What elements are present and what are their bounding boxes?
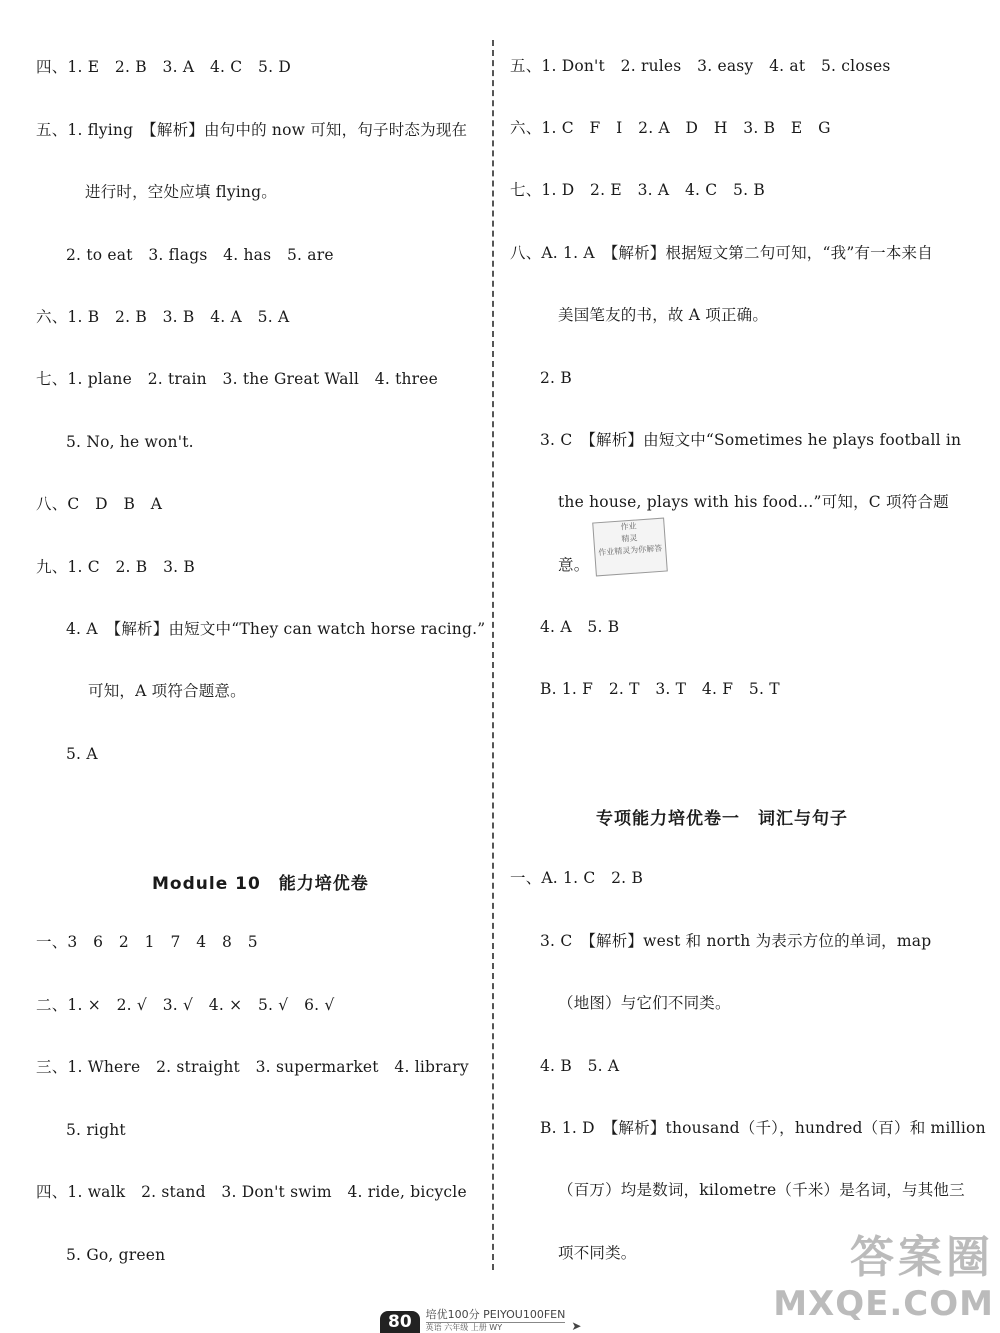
- answer-line: 5. right: [66, 1121, 126, 1139]
- answer-line: 五、1. flying 【解析】由句中的 now 可知，句子时态为现在: [36, 121, 468, 139]
- answer-line: 意。: [558, 556, 590, 574]
- answer-line: 5. No, he won't.: [66, 433, 194, 451]
- answer-line: 4. A 5. B: [540, 618, 620, 636]
- answer-line: 可知，A 项符合题意。: [88, 682, 246, 700]
- brand-label: 培优100分 PEIYOU100FEN: [425, 1308, 566, 1321]
- answer-line: （百万）均是数词，kilometre（千米）是名词，与其他三: [558, 1181, 965, 1199]
- footer-subtitle: 英语 六年级 上册 WY: [425, 1323, 503, 1332]
- watermark-url: MXQE.COM: [773, 1284, 994, 1324]
- column-divider: [492, 40, 494, 1270]
- answer-line: B. 1. F 2. T 3. T 4. F 5. T: [540, 680, 780, 698]
- answer-line: 3. C 【解析】west 和 north 为表示方位的单词，map: [540, 932, 932, 950]
- answer-line: 七、1. D 2. E 3. A 4. C 5. B: [510, 181, 765, 199]
- answer-line: 一、A. 1. C 2. B: [510, 869, 644, 887]
- answer-line: 八、C D B A: [36, 495, 163, 513]
- page-number: 80: [380, 1311, 420, 1333]
- arrow-icon: ➤: [571, 1319, 582, 1333]
- answer-line: 3. C 【解析】由短文中“Sometimes he plays football in: [540, 431, 962, 449]
- section-title-module10: Module 10 能力培优卷: [152, 874, 369, 894]
- answer-line: 八、A. 1. A 【解析】根据短文第二句可知，“我”有一本来自: [510, 244, 933, 262]
- answer-line: 四、1. walk 2. stand 3. Don't swim 4. ride, bicycle: [36, 1183, 467, 1201]
- watermark-logo-text: 答案圈: [850, 1232, 994, 1283]
- answer-line: 二、1. × 2. √ 3. √ 4. × 5. √ 6. √: [36, 996, 335, 1014]
- answer-line: the house, plays with his food…”可知，C 项符合题: [558, 493, 949, 511]
- answer-line: 一、3 6 2 1 7 4 8 5: [36, 933, 258, 951]
- answer-line: 5. Go, green: [66, 1246, 166, 1264]
- answer-line: 七、1. plane 2. train 3. the Great Wall 4. three: [36, 370, 439, 388]
- answer-line: 九、1. C 2. B 3. B: [36, 558, 195, 576]
- answer-line: 六、1. C F I 2. A D H 3. B E G: [510, 119, 831, 137]
- answer-line: 4. A 【解析】由短文中“They can watch horse racing.”: [66, 620, 486, 638]
- answer-line: 六、1. B 2. B 3. B 4. A 5. A: [36, 308, 290, 326]
- answer-line: 三、1. Where 2. straight 3. supermarket 4. library: [36, 1058, 469, 1076]
- answer-line: 美国笔友的书，故 A 项正确。: [558, 306, 769, 324]
- watermark: [762, 1232, 994, 1328]
- answer-line: 五、1. Don't 2. rules 3. easy 4. at 5. closes: [510, 57, 891, 75]
- answer-line: B. 1. D 【解析】thousand（千），hundred（百）和 million: [540, 1119, 986, 1137]
- answer-line: 5. A: [66, 745, 98, 763]
- answer-line: 2. to eat 3. flags 4. has 5. are: [66, 246, 334, 264]
- answer-line: 进行时，空处应填 flying。: [85, 183, 277, 201]
- answer-line: 2. B: [540, 369, 572, 387]
- answer-line: 四、1. E 2. B 3. A 4. C 5. D: [36, 58, 291, 76]
- answer-line: （地图）与它们不同类。: [558, 994, 731, 1012]
- answer-line: 4. B 5. A: [540, 1057, 620, 1075]
- stamp-image: 作业 精灵 作业精灵为你解答: [592, 518, 668, 577]
- section-title-vocab: 专项能力培优卷一 词汇与句子: [596, 809, 848, 829]
- page-footer: [380, 1310, 581, 1333]
- answer-line: 项不同类。: [558, 1244, 637, 1262]
